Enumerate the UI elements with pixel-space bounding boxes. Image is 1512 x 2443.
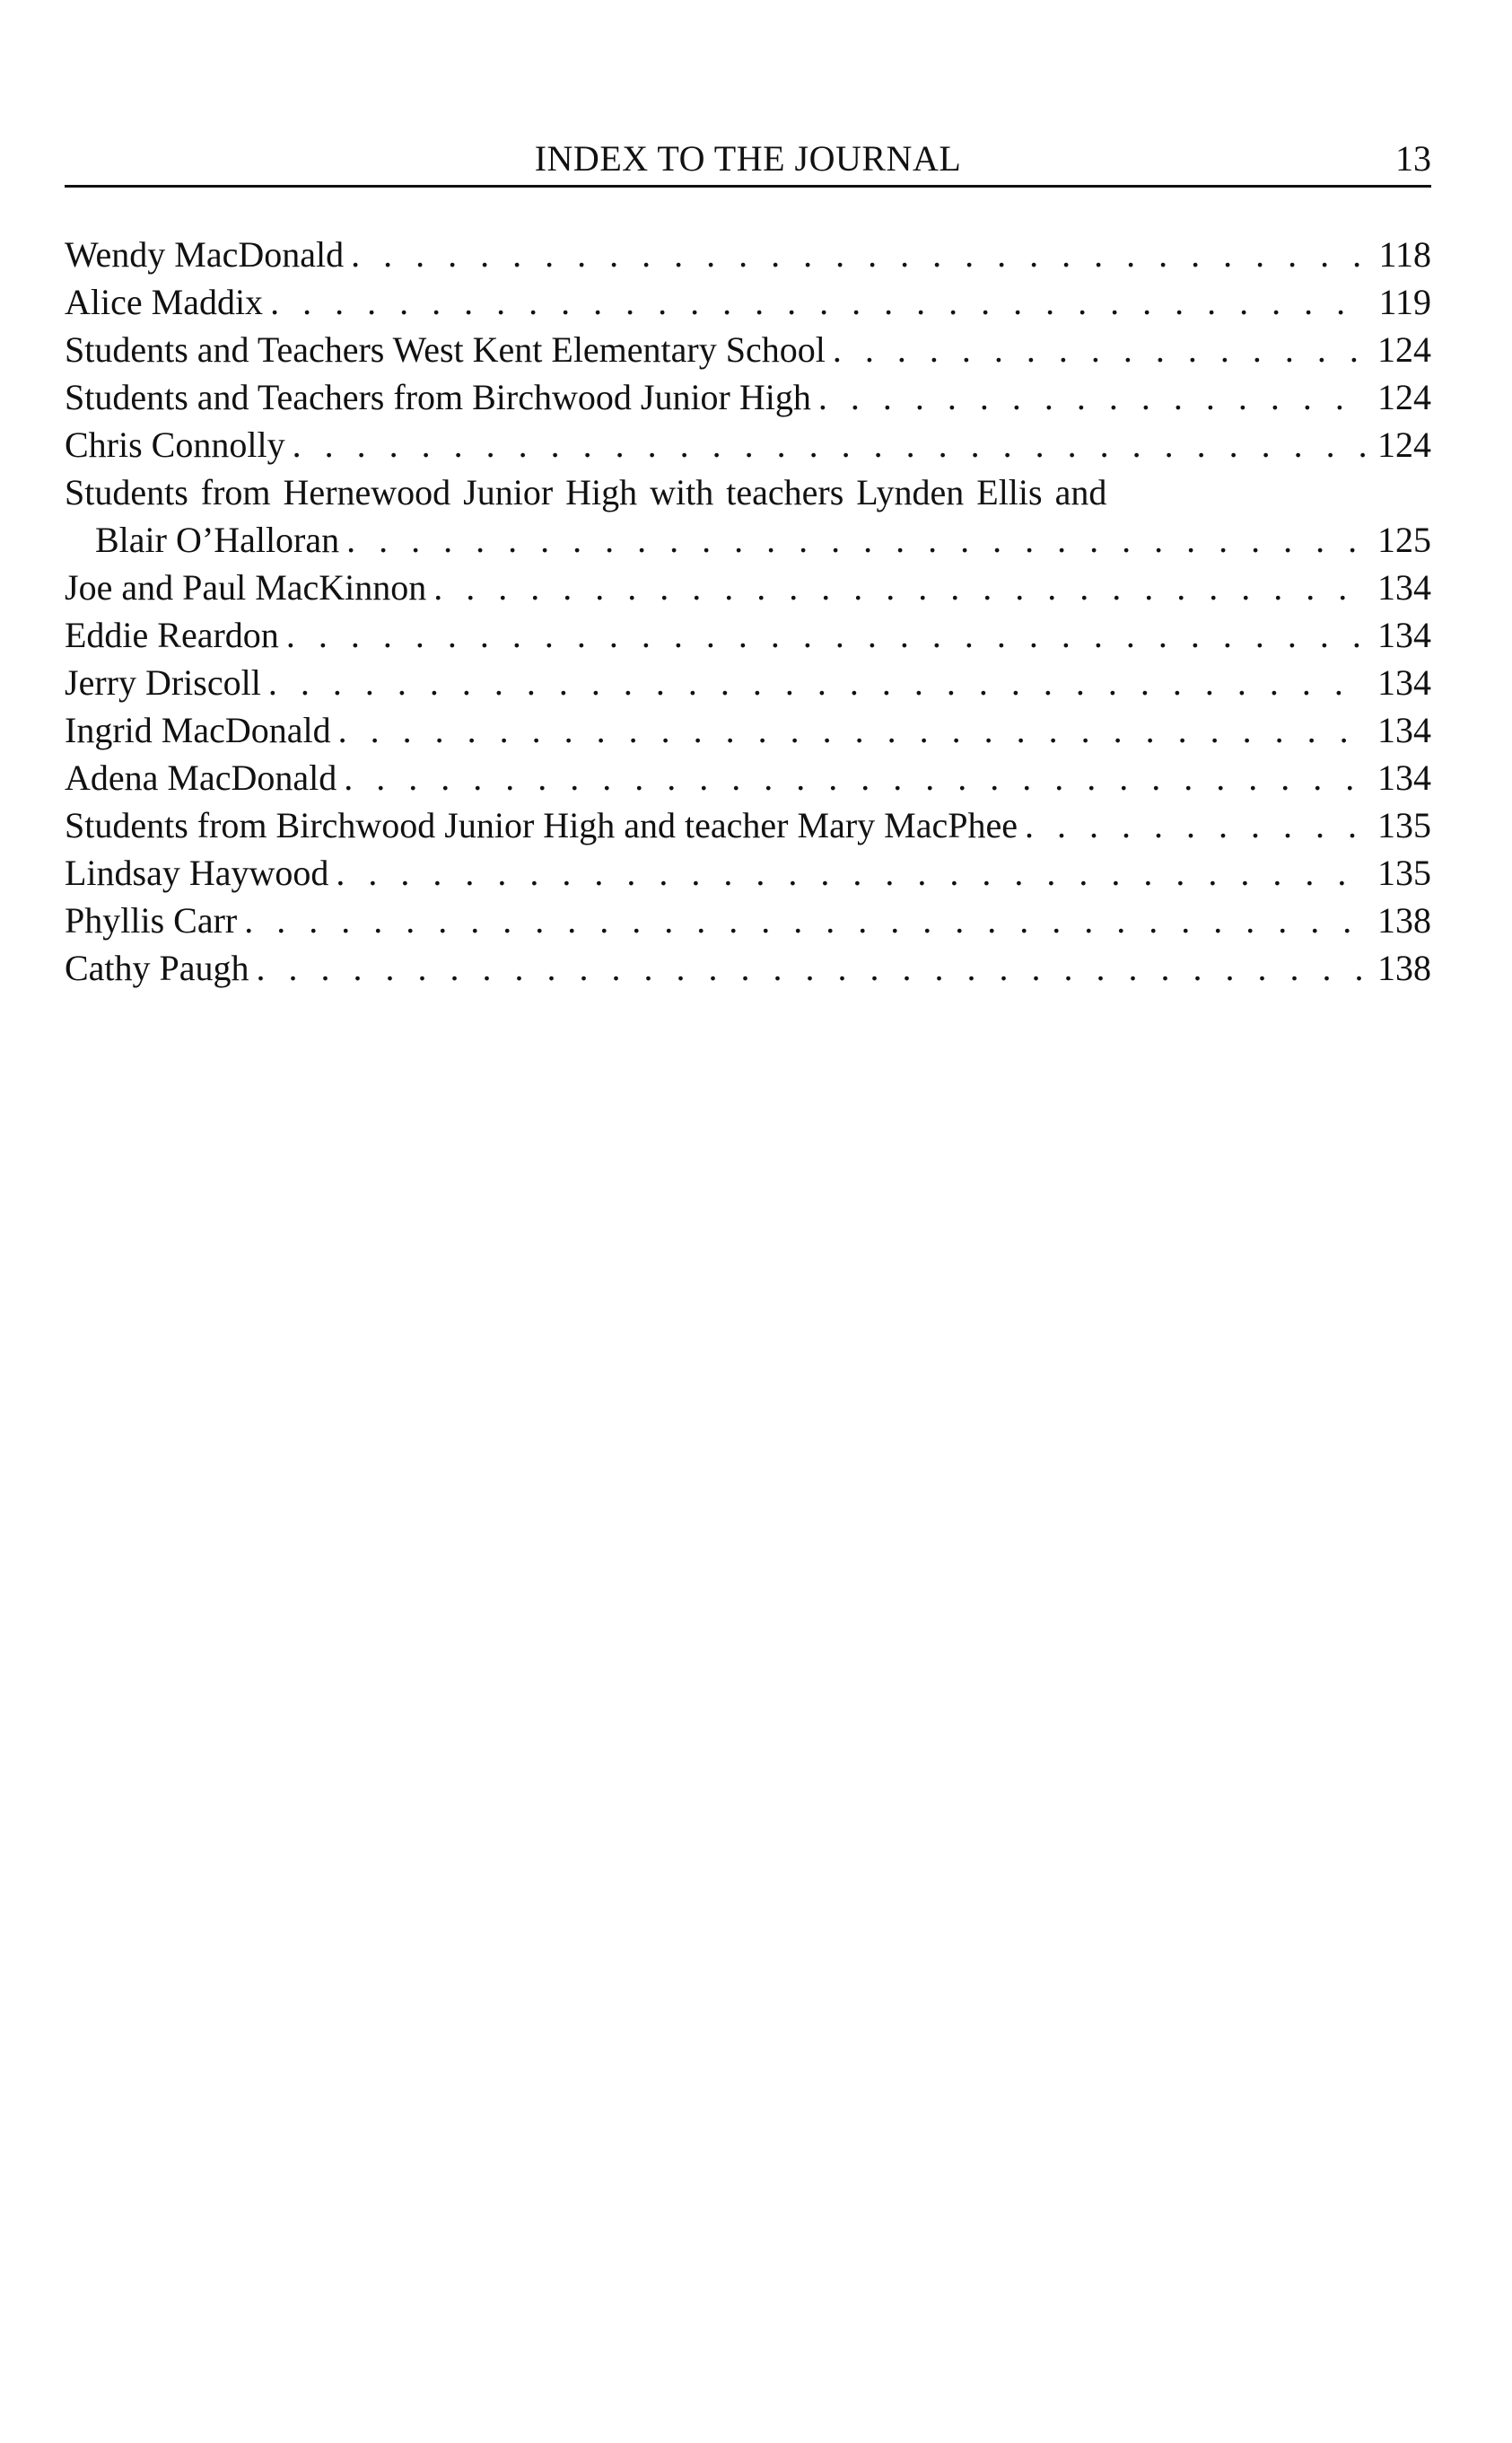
index-entry-multiline — [65, 468, 1431, 564]
entry-page: 134 — [1377, 710, 1431, 750]
entry-label: Alice Maddix — [65, 282, 264, 322]
entry-page: 124 — [1377, 377, 1431, 417]
dot-leader — [346, 516, 1368, 564]
header-rule — [65, 185, 1431, 188]
entry-page: 135 — [1377, 805, 1431, 845]
entry-page: 135 — [1377, 853, 1431, 893]
dot-leader — [344, 754, 1368, 801]
dot-leader — [1025, 801, 1368, 849]
index-entries — [65, 231, 1431, 992]
entry-label-line2: Blair O’Halloran — [95, 520, 340, 560]
index-entry — [65, 326, 1431, 373]
entry-label: Chris Connolly — [65, 425, 285, 465]
index-entry — [65, 373, 1431, 421]
entry-label: Ingrid MacDonald — [65, 710, 331, 750]
entry-label: Eddie Reardon — [65, 615, 279, 655]
entry-label: Phyllis Carr — [65, 900, 238, 941]
index-entry — [65, 801, 1431, 849]
dot-leader — [433, 564, 1368, 611]
dot-leader — [818, 373, 1368, 421]
index-entry — [65, 897, 1431, 944]
index-entry — [65, 564, 1431, 611]
entry-page: 134 — [1377, 757, 1431, 798]
entry-page: 119 — [1378, 282, 1431, 322]
entry-label: Lindsay Haywood — [65, 853, 329, 893]
dot-leader — [833, 326, 1368, 373]
entry-label: Joe and Paul MacKinnon — [65, 567, 427, 608]
entry-page: 134 — [1377, 567, 1431, 608]
dot-leader — [257, 944, 1368, 992]
index-entry — [65, 706, 1431, 754]
dot-leader — [244, 897, 1368, 944]
entry-label: Students from Birchwood Junior High and teacher Mary MacPhee — [65, 805, 1018, 845]
dot-leader — [270, 278, 1368, 326]
index-entry — [65, 659, 1431, 706]
entry-page: 118 — [1378, 234, 1431, 275]
index-entry — [65, 849, 1431, 897]
dot-leader — [293, 421, 1368, 468]
entry-page: 124 — [1377, 329, 1431, 370]
index-entry — [65, 278, 1431, 326]
index-entry — [65, 754, 1431, 801]
dot-leader — [286, 611, 1368, 659]
index-entry — [65, 944, 1431, 992]
entry-page: 125 — [1377, 520, 1431, 560]
index-entry-continuation — [65, 516, 1431, 564]
dot-leader — [336, 849, 1368, 897]
dot-leader — [338, 706, 1368, 754]
entry-page: 124 — [1377, 425, 1431, 465]
index-page — [65, 135, 1431, 992]
running-header — [65, 135, 1431, 183]
entry-page: 134 — [1377, 615, 1431, 655]
entry-label: Wendy MacDonald — [65, 234, 345, 275]
page-number: 13 — [1395, 138, 1431, 179]
dot-leader — [351, 231, 1368, 278]
entry-label: Students and Teachers from Birchwood Junior High — [65, 377, 811, 417]
dot-leader — [268, 659, 1368, 706]
entry-label: Jerry Driscoll — [65, 662, 261, 703]
entry-label: Adena MacDonald — [65, 757, 337, 798]
header-title: INDEX TO THE JOURNAL — [534, 138, 962, 179]
entry-label-line1: Students from Hernewood Junior High with teachers Lynden Ellis and — [65, 472, 1107, 512]
index-entry — [65, 421, 1431, 468]
entry-label: Students and Teachers West Kent Elementary School — [65, 329, 826, 370]
entry-page: 138 — [1377, 900, 1431, 941]
entry-page: 138 — [1377, 948, 1431, 988]
index-entry — [65, 231, 1431, 278]
entry-label: Cathy Paugh — [65, 948, 249, 988]
index-entry — [65, 611, 1431, 659]
entry-page: 134 — [1377, 662, 1431, 703]
